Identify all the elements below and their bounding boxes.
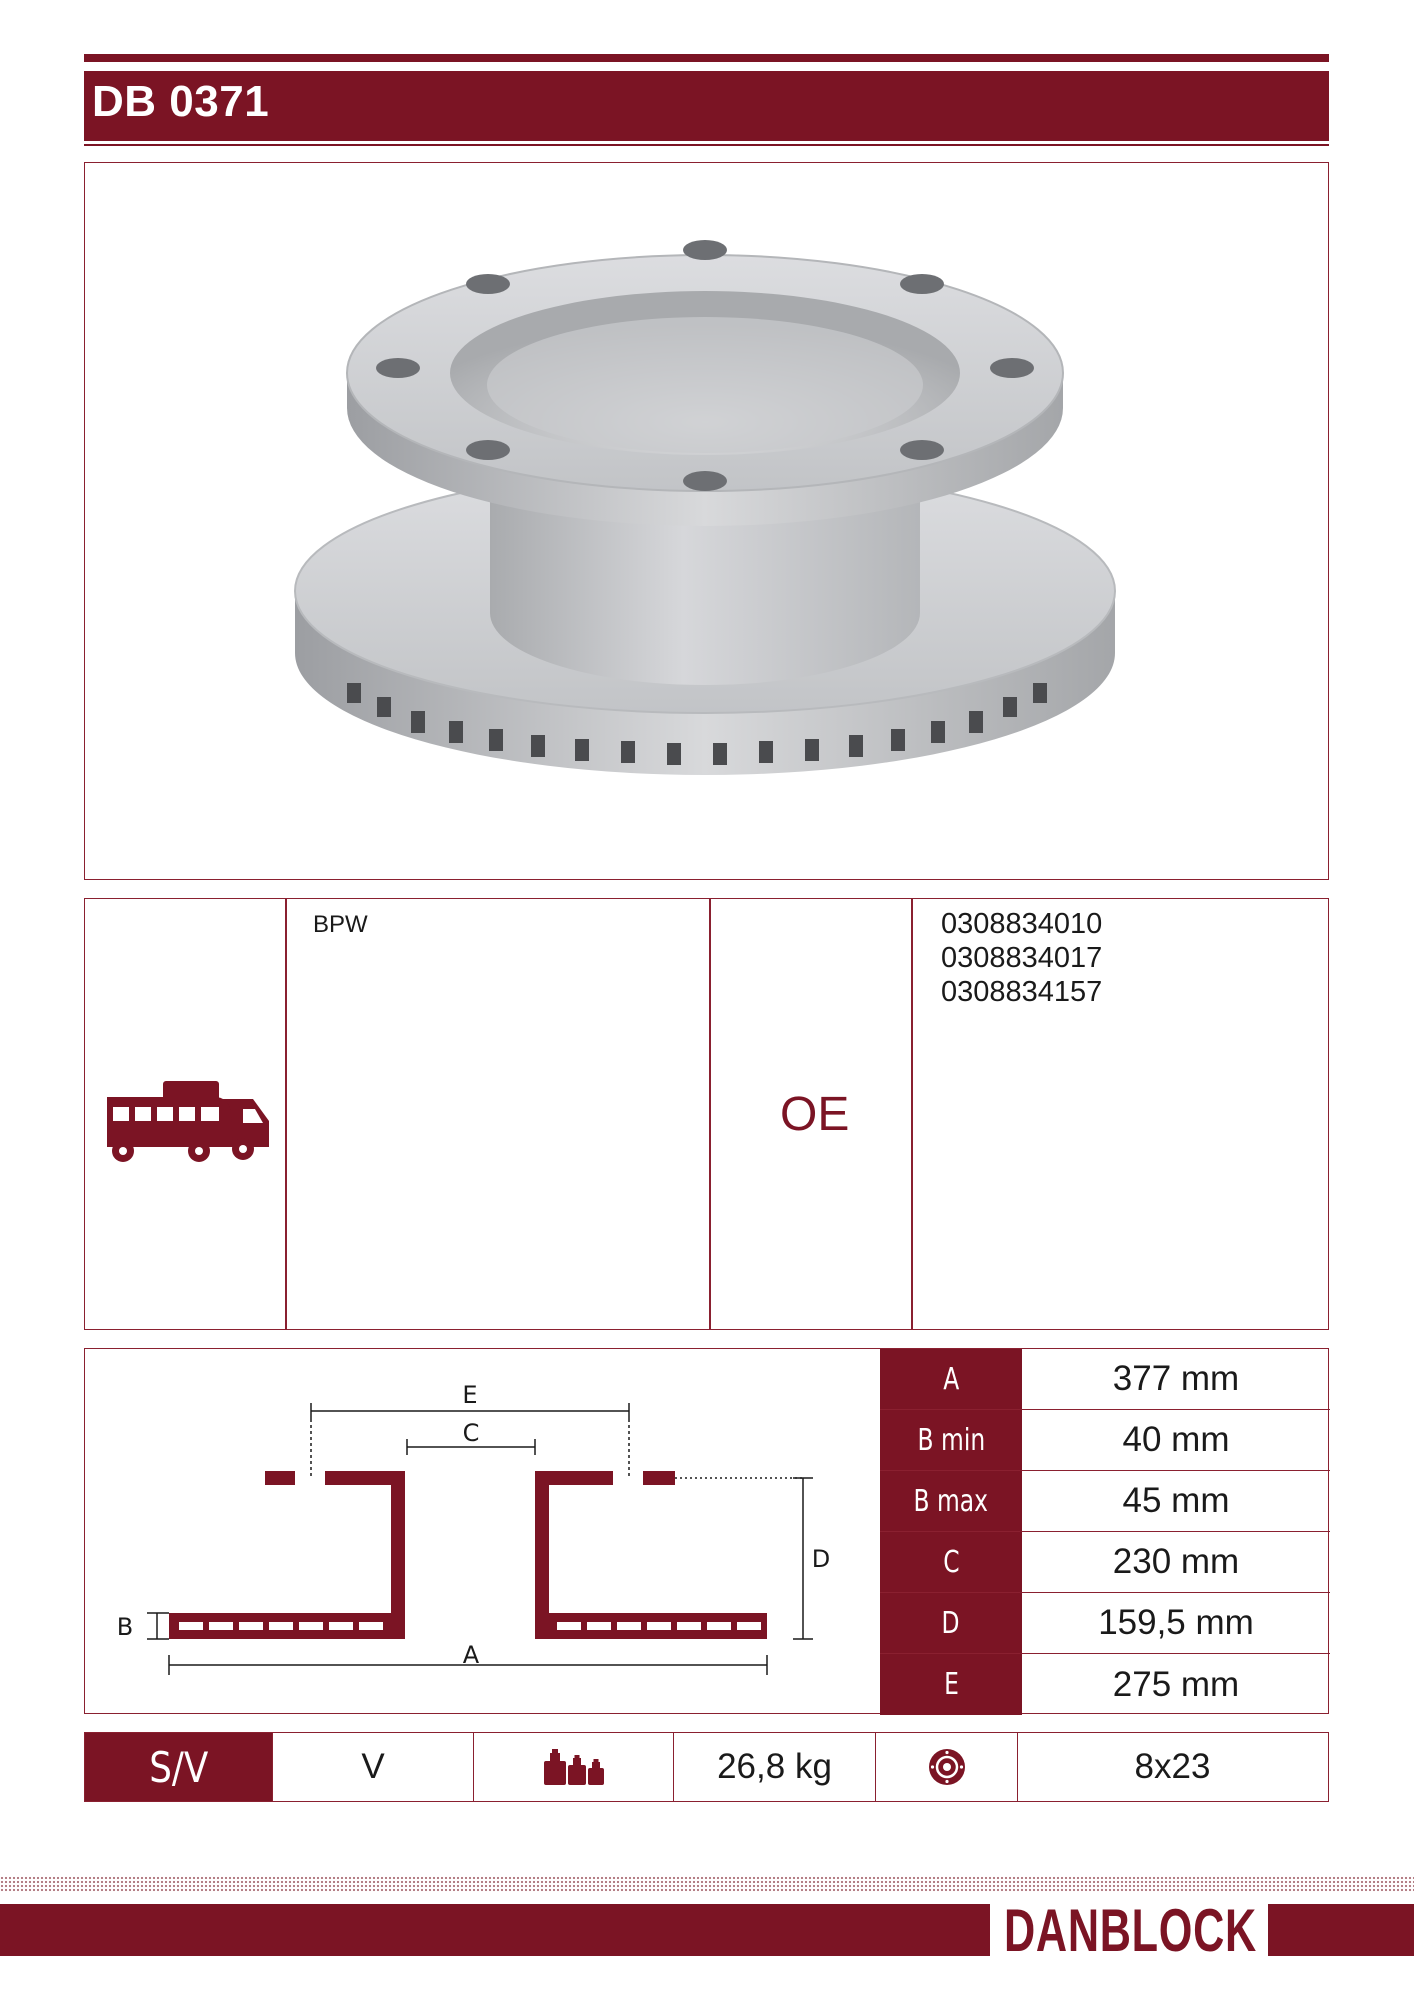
product-image-panel [84,162,1329,880]
dimension-key: E [943,1667,959,1702]
dimension-value: 45 mm [1122,1481,1230,1520]
dimension-value: 275 mm [1112,1664,1240,1704]
divider [911,899,913,1329]
divider [285,899,287,1329]
sv-value: V [273,1733,474,1801]
dimension-key: D [941,1605,961,1641]
dimension-row [880,1471,1330,1532]
cross-section-diagram [85,1349,880,1715]
page-title: DB 0371 [92,77,270,126]
bus-and-truck-icon [103,1075,273,1165]
dimension-row [880,1349,1330,1410]
label-c: C [462,1419,480,1447]
dimension-key: C [942,1544,960,1580]
brand-logo: DANBLOCK [1004,1897,1257,1964]
header-bottom-rule [84,144,1329,146]
info-bar [84,1732,1329,1802]
dimension-row [880,1410,1330,1471]
oe-label: OE [780,1088,850,1141]
label-b: B [116,1613,134,1641]
sv-label-text: S/V [148,1742,209,1792]
sv-label [85,1733,273,1801]
footer-bar-right [1268,1904,1414,1956]
footer-bar [0,1904,990,1956]
weight-value: 26,8 kg [674,1733,876,1801]
label-d: D [811,1545,831,1573]
label-a: A [462,1641,480,1669]
holes-value: 8x23 [1134,1747,1211,1786]
manufacturer-name: BPW [313,911,368,938]
application-panel [84,898,1329,1330]
dimension-value: 159,5 mm [1098,1603,1254,1642]
dimensions-panel [84,1348,1329,1714]
footer-pattern [0,1876,1414,1892]
header-top-rule [84,54,1329,62]
dimensions-table [880,1349,1330,1715]
title-bar [84,71,1329,141]
dimension-value: 40 mm [1122,1420,1230,1459]
dimension-row [880,1593,1330,1654]
label-e: E [462,1381,478,1409]
oe-number: 0308834017 [941,942,1103,974]
dimension-row [880,1654,1330,1715]
dimension-value: 230 mm [1112,1542,1240,1581]
dimension-key: A [942,1361,960,1397]
dimension-value: 377 mm [1112,1359,1240,1398]
oe-number: 0308834157 [941,976,1103,1008]
brake-disc-image [85,163,1327,878]
dimension-key: B max [913,1483,989,1519]
weights-icon [474,1733,674,1801]
dimension-key: B min [917,1422,985,1458]
oe-number: 0308834010 [941,908,1103,940]
divider [709,899,711,1329]
dimension-row [880,1532,1330,1593]
bolt-circle-icon [876,1733,1018,1801]
oe-number-list [941,907,1102,1009]
